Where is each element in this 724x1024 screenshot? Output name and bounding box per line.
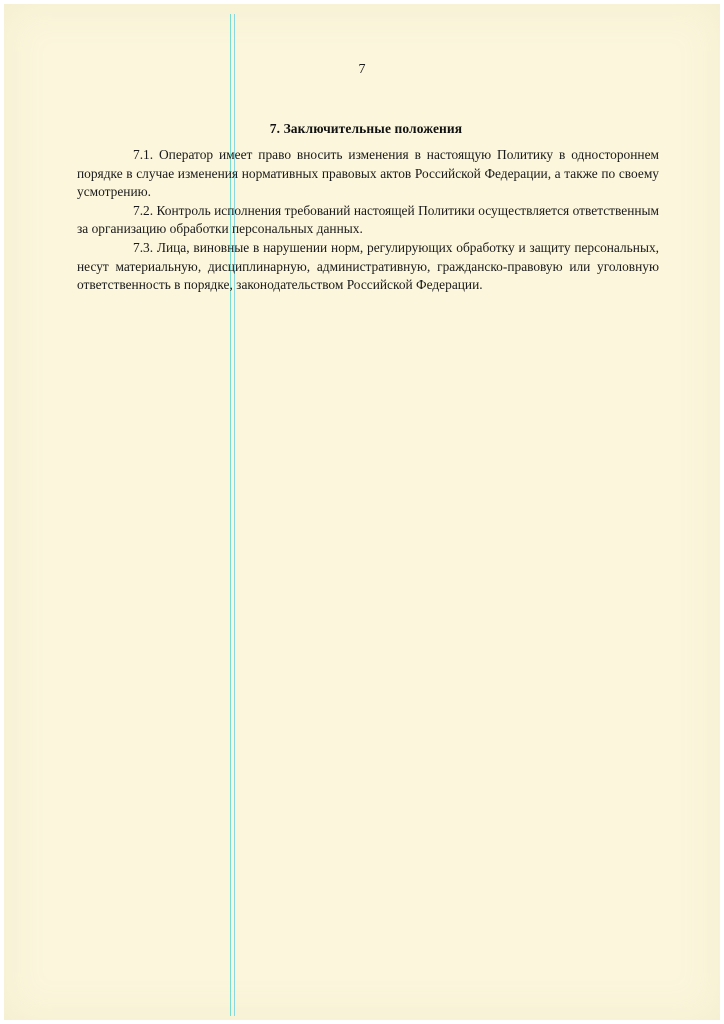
section-title: 7. Заключительные положения — [269, 121, 463, 136]
paragraph-7-2: 7.2. Контроль исполнения требований настоящей Политики осуществляется ответственным за организацию обработки персональных данных. — [77, 202, 659, 237]
paragraph-7-1: 7.1. Оператор имеет право вносить изменения в настоящую Политику в одностороннем порядке в случае изменения нормативных правовых актов Российской Федерации, а также по своему усмотрению. — [77, 147, 659, 200]
paragraph-7-3: 7.3. Лица, виновные в нарушении норм, регулирующих обработку и защиту персональных, несут материальную, дисциплинарную, административную, гражданско-правовую или уголовную ответственность в порядке, законодательством Российской Федерации. — [77, 239, 659, 293]
section-body — [77, 146, 659, 295]
page-number: 7 — [358, 62, 366, 77]
